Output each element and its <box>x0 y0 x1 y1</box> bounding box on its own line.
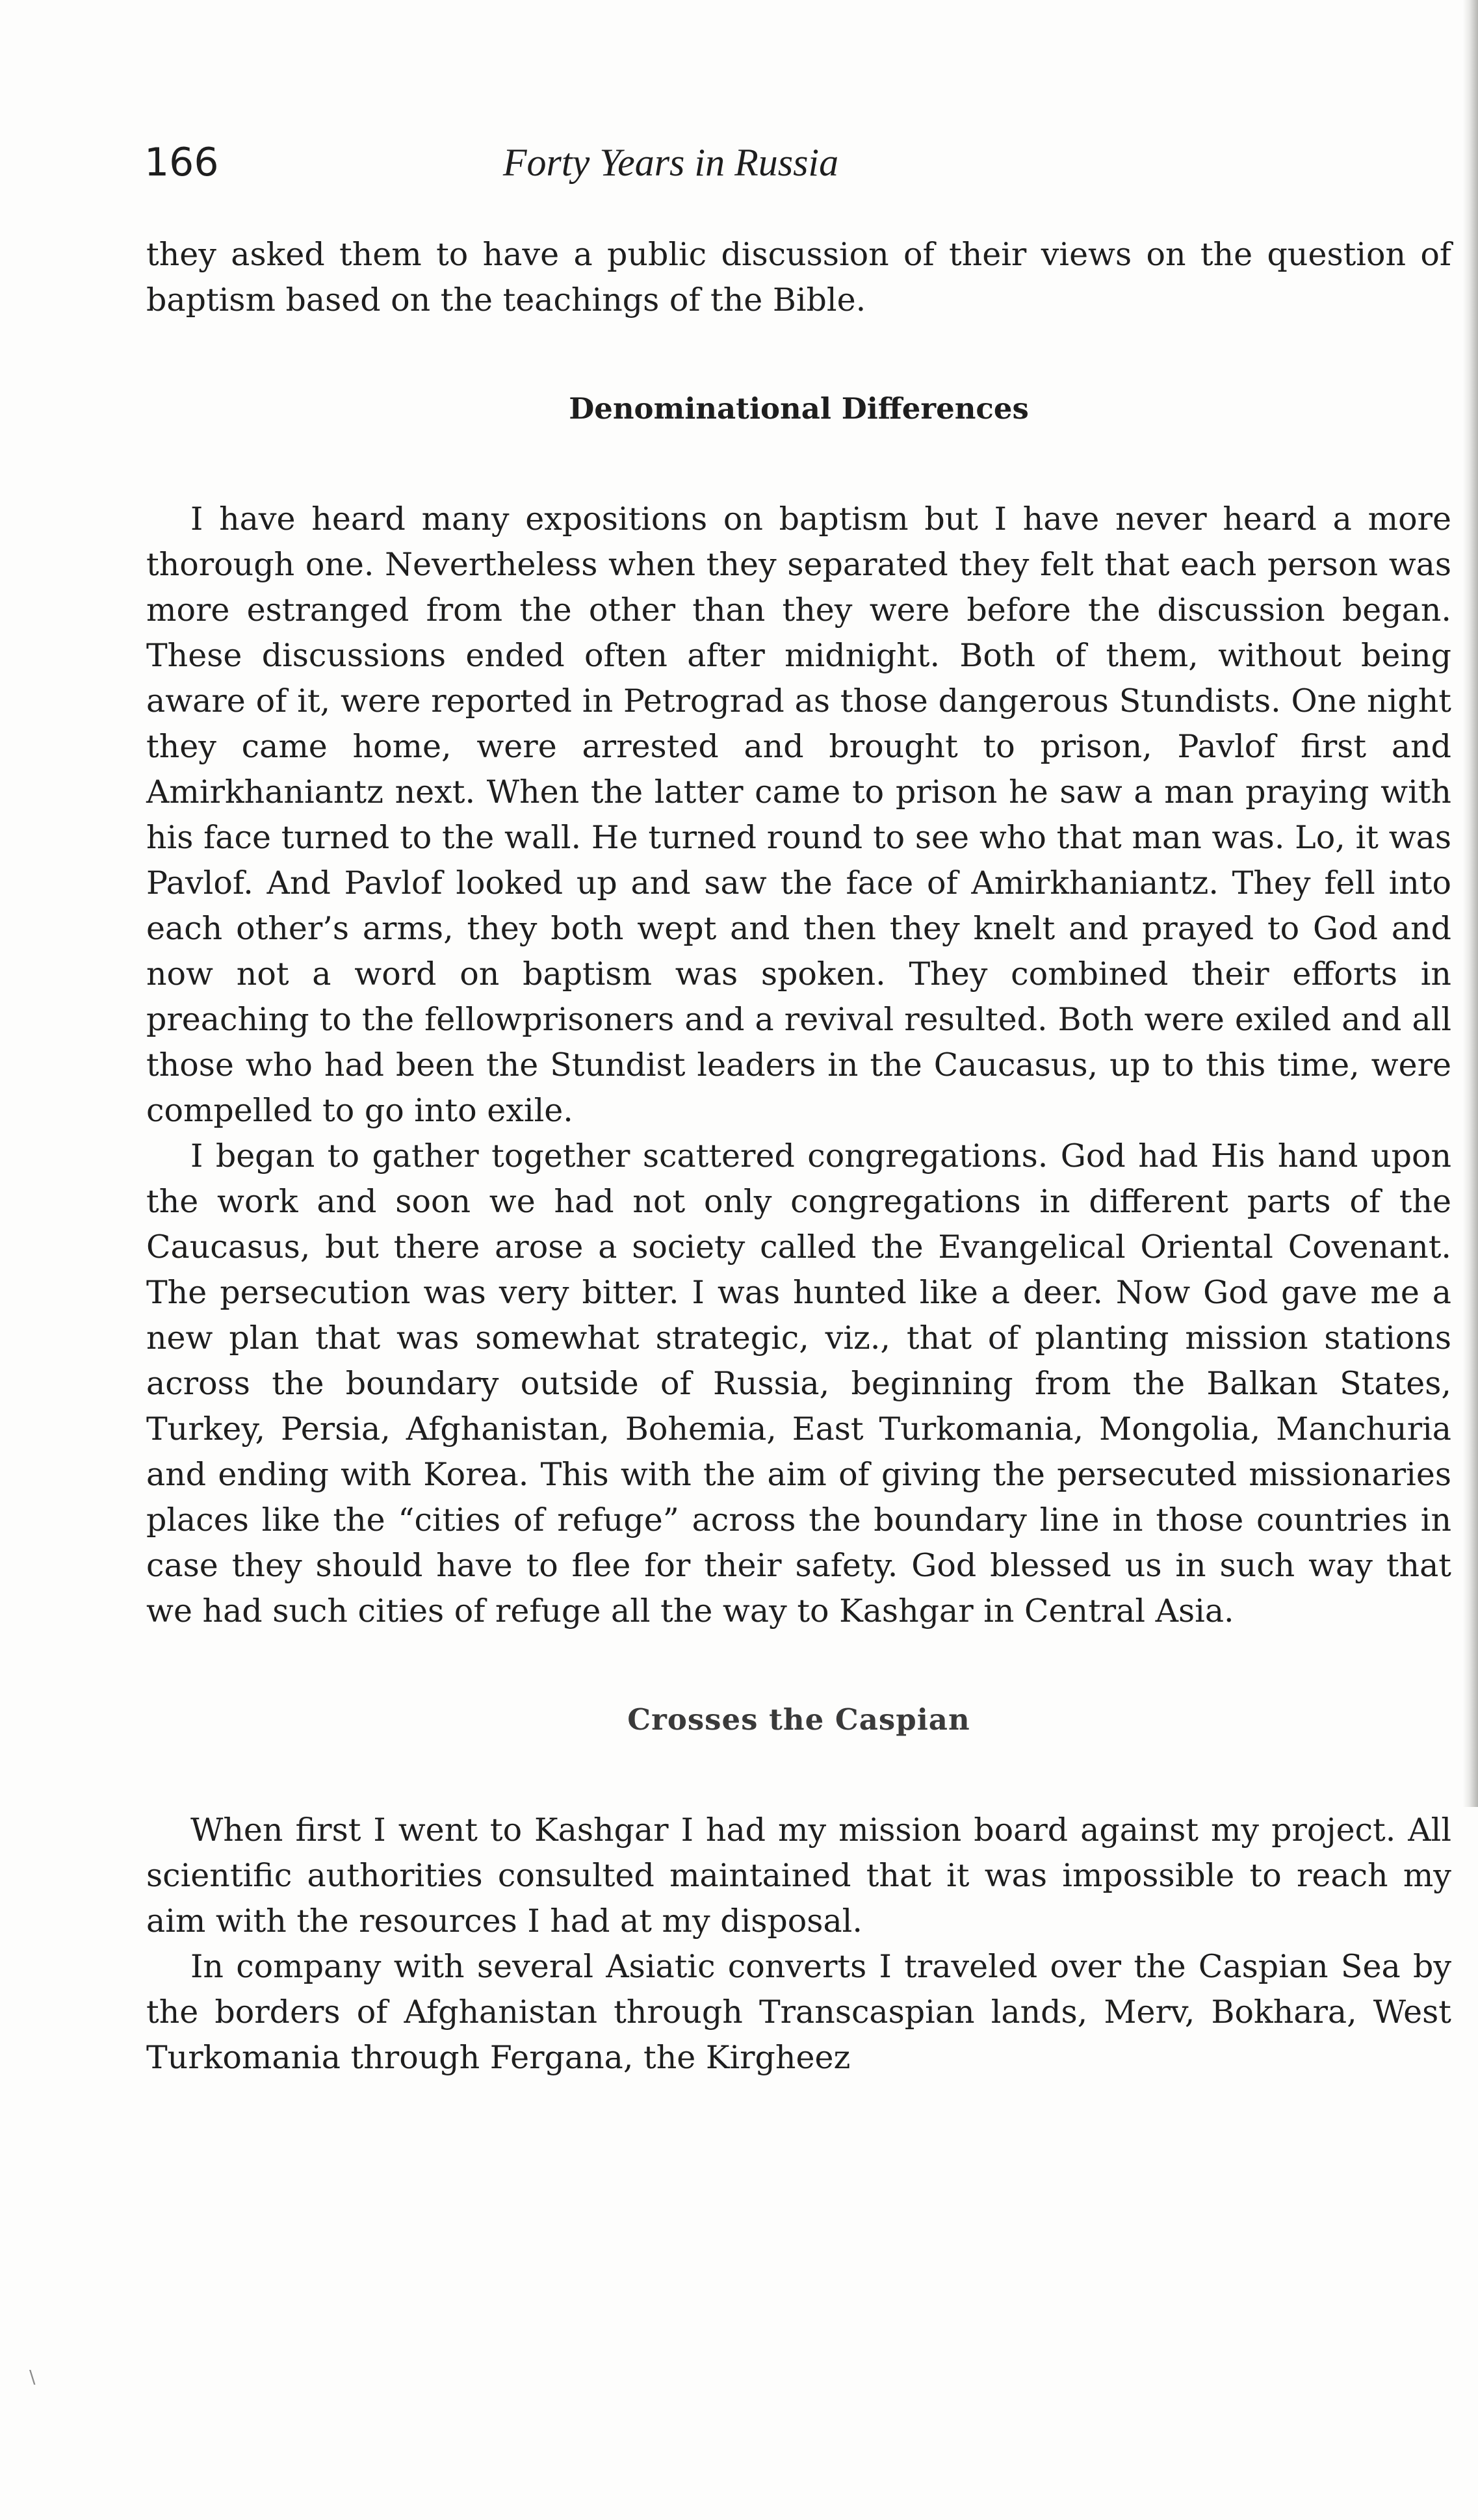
running-head <box>144 133 1035 192</box>
paragraph: I have heard many expositions on baptism but I have never heard a more thorough one. Nevertheless when they separated they felt that each person was more estranged from the other than they were before the discussion began. These discussions ended often after midnight. Both of them, without being aware of it, were reported in Petrograd as those dangerous Stundists. One night they came home, were arrested and brought to prison, Pavlof first and Amirkhaniantz next. When the latter came to prison he saw a man praying with his face turned to the wall. He turned round to see who that man was. Lo, it was Pavlof. And Pavlof looked up and saw the face of Amirkhaniantz. They fell into each other’s arms, they both wept and then they knelt and prayed to God and now not a word on baptism was spoken. They combined their efforts in preaching to the fellowprisoners and a revival resulted. Both were exiled and all those who had been the Stundist leaders in the Caucasus, up to this time, were compelled to go into exile. <box>146 500 1451 1129</box>
paragraph: In company with several Asiatic converts I traveled over the Caspian Sea by the borders of Afghanistan through Transcaspian lands, Merv, Bokhara, West Turkomania through Fergana, the Kirgheez <box>146 1948 1451 2076</box>
paragraph: When first I went to Kashgar I had my mission board against my project. All scientific authorities consulted maintained that it was impossible to reach my aim with the resources I had at my disposal. <box>146 1812 1451 1940</box>
section-heading-crosses-the-caspian: Crosses the Caspian <box>627 1702 970 1737</box>
book-title: Forty Years in Russia <box>502 141 839 184</box>
scan-artifact-mark: \ <box>29 2366 36 2387</box>
body-text <box>146 232 1451 2081</box>
paragraph: I began to gather together scattered congregations. God had His hand upon the work and soon we had not only congregations in different parts of the Caucasus, but there arose a society called the Evangelical Oriental Covenant. The persecution was very bitter. I was hunted like a deer. Now God gave me a new plan that was somewhat strategic, viz., that of planting mission stations across the boundary outside of Russia, beginning from the Balkan States, Turkey, Persia, Afghanistan, Bohemia, East Turkomania, Mongolia, Manchuria and ending with Korea. This with the aim of giving the persecuted missionaries places like the “cities of refuge” across the boundary line in those countries in case they should have to flee for their safety. God blessed us in such way that we had such cities of refuge all the way to Kashgar in Central Asia. <box>146 1137 1451 1630</box>
section-heading-denominational-differences: Denominational Differences <box>569 391 1029 426</box>
page-number: 166 <box>144 140 219 185</box>
page-edge-shadow <box>1462 0 1478 1807</box>
intro-paragraph: they asked them to have a public discussion of their views on the question of baptism based on the teachings of the Bible. <box>146 236 1451 318</box>
